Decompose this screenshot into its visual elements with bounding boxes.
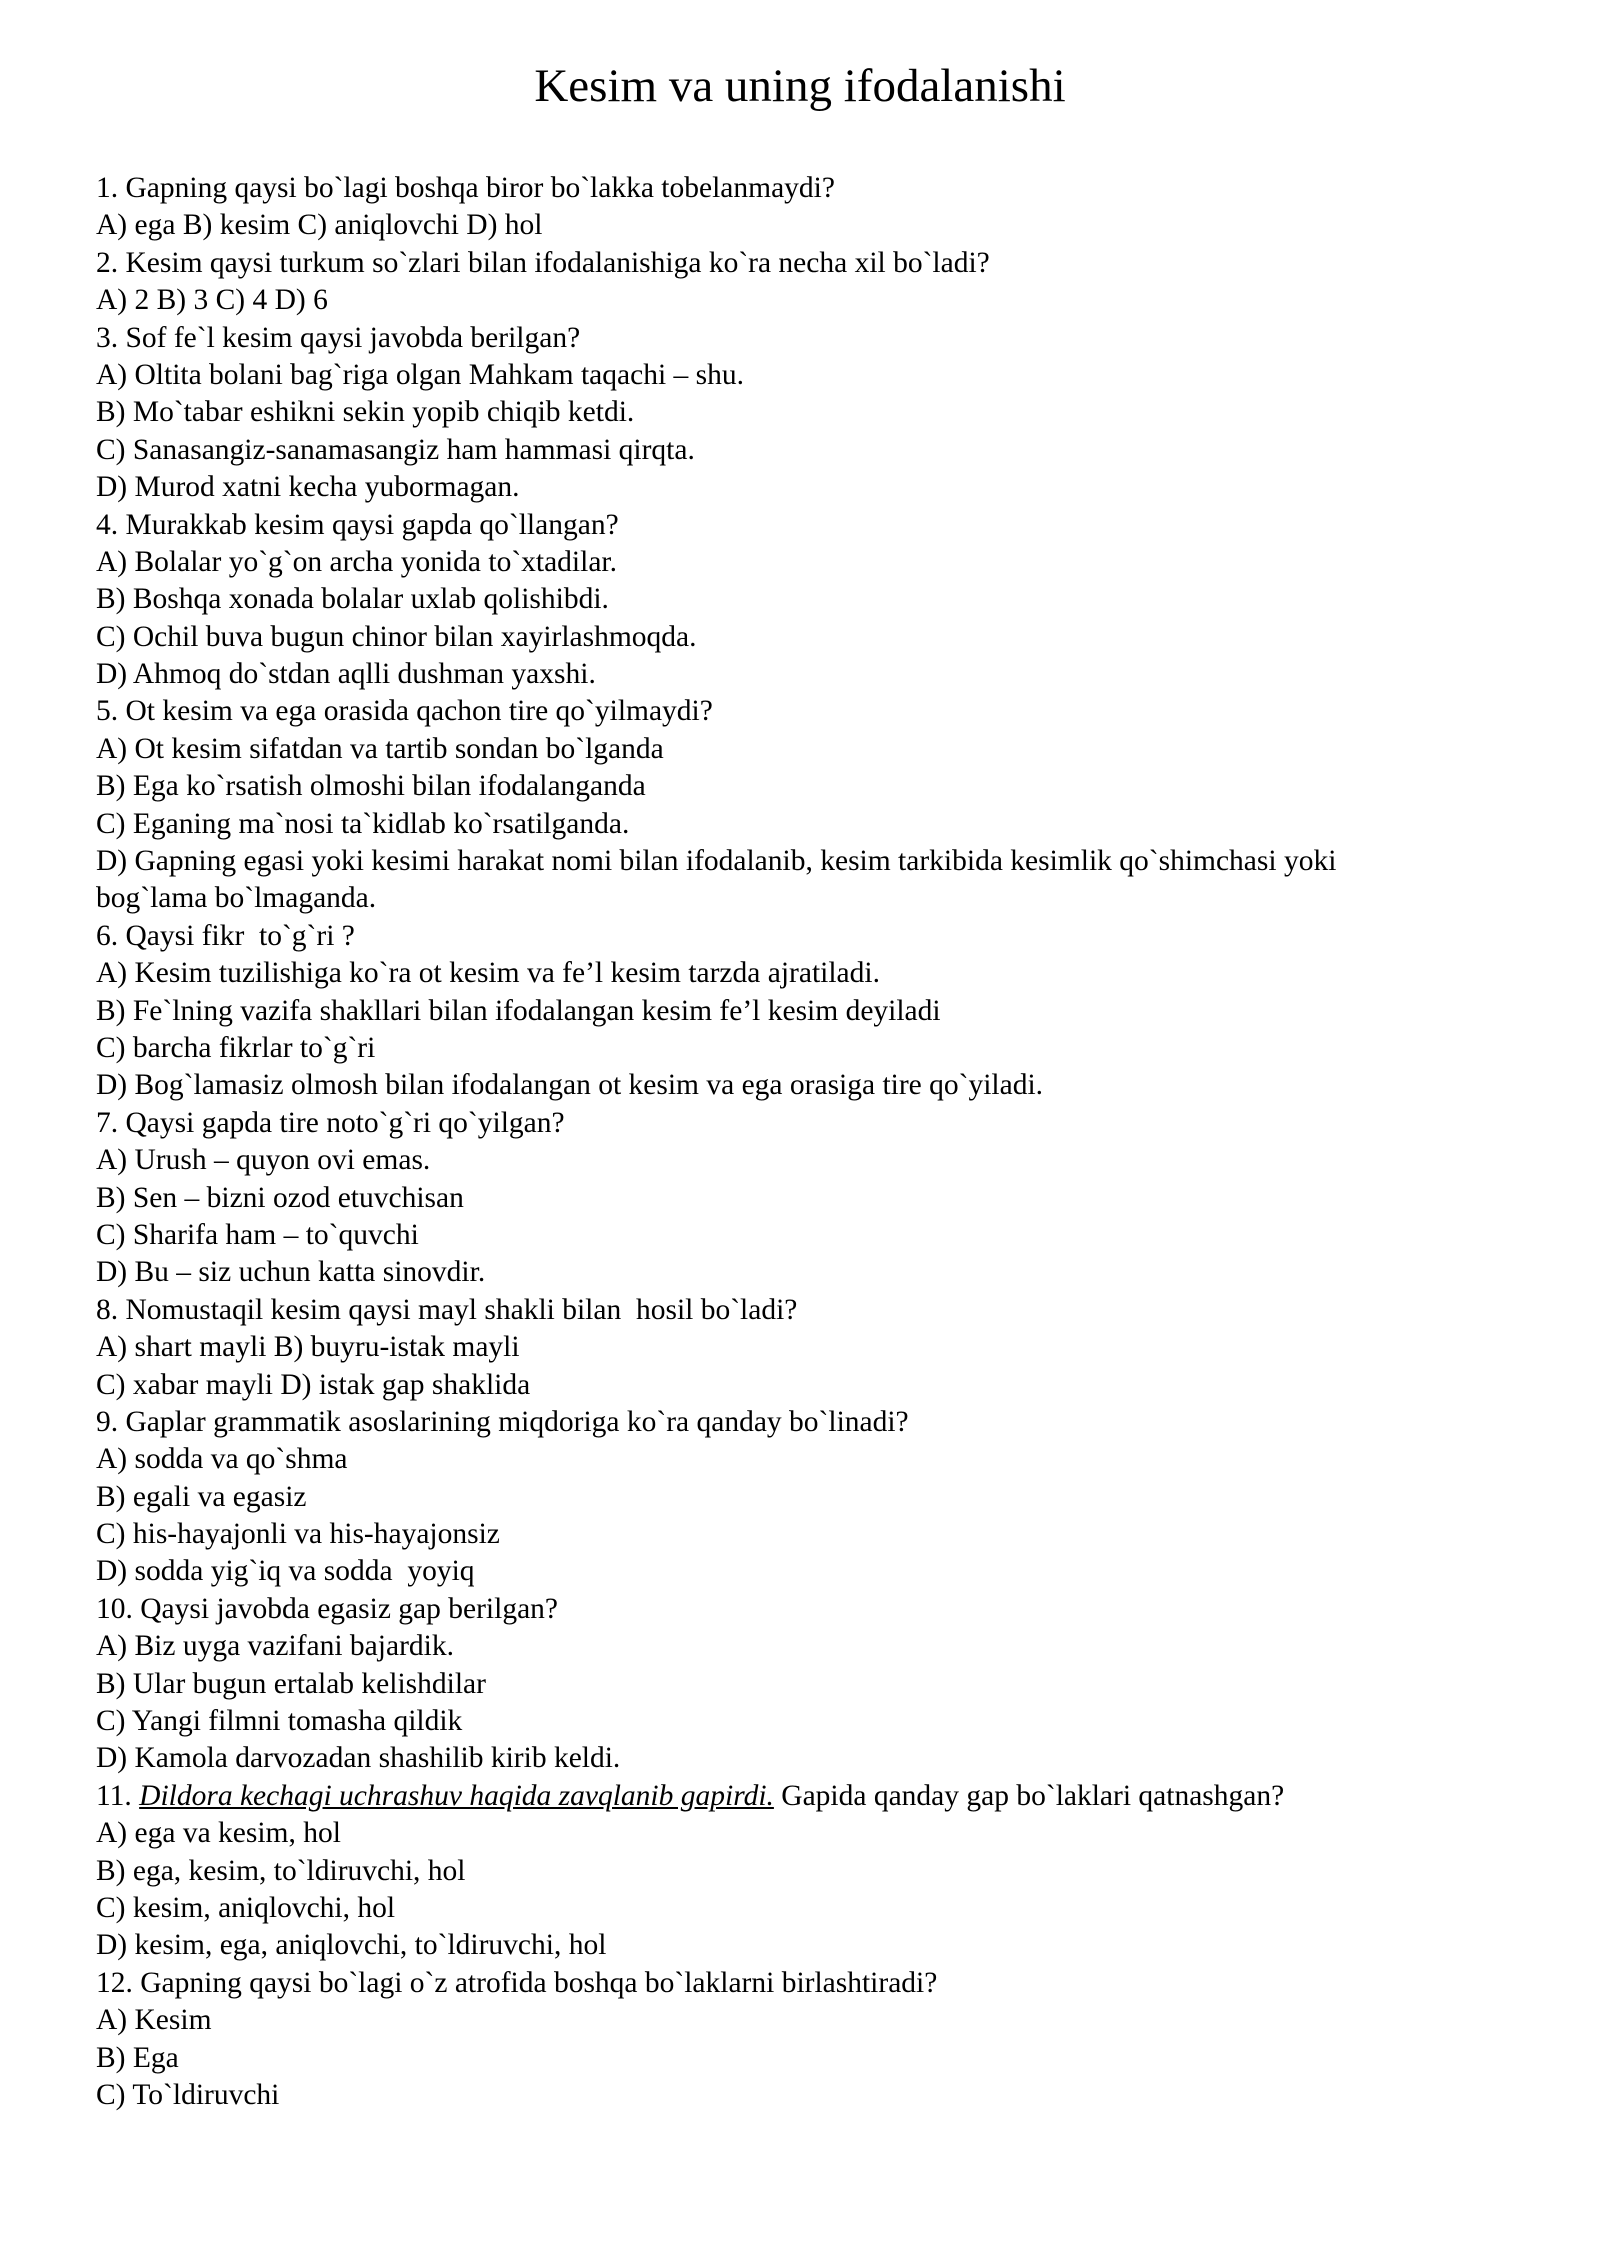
- answer-option: B) Ega ko`rsatish olmoshi bilan ifodalanganda: [96, 770, 646, 803]
- answer-option: B) Fe`lning vazifa shakllari bilan ifodalangan kesim fe’l kesim deyiladi: [96, 994, 941, 1027]
- question-8: 8. Nomustaqil kesim qaysi mayl shakli bilan hosil bo`ladi?: [96, 1293, 798, 1326]
- answer-option: B) Mo`tabar eshikni sekin yopib chiqib ketdi.: [96, 396, 635, 429]
- question-9: 9. Gaplar grammatik asoslarining miqdoriga ko`ra qanday bo`linadi?: [96, 1405, 909, 1438]
- question-3: 3. Sof fe`l kesim qaysi javobda berilgan?: [96, 321, 581, 354]
- answer-option: C) Sanasangiz-sanamasangiz ham hammasi qirqta.: [96, 433, 695, 466]
- answer-option: A) Kesim tuzilishiga ko`ra ot kesim va fe’l kesim tarzda ajratiladi.: [96, 957, 880, 990]
- answer-option: D) Murod xatni kecha yubormagan.: [96, 471, 520, 504]
- answer-option: A) Urush – quyon ovi emas.: [96, 1144, 431, 1177]
- page-title: Kesim va uning ifodalanishi: [534, 60, 1066, 112]
- answer-option: A) ega va kesim, hol: [96, 1817, 341, 1850]
- question-1: 1. Gapning qaysi bo`lagi boshqa biror bo`lakka tobelanmaydi?: [96, 172, 835, 204]
- question-list: [96, 170, 1506, 2114]
- answer-option: B) Ega: [96, 2041, 179, 2074]
- answer-option: A) Bolalar yo`g`on archa yonida to`xtadilar.: [96, 545, 617, 578]
- question-number: 11.: [96, 1779, 140, 1812]
- answer-option: C) Ochil buva bugun chinor bilan xayirlashmoqda.: [96, 620, 697, 653]
- answer-option: D) Kamola darvozadan shashilib kirib keldi.: [96, 1742, 621, 1775]
- question-10: 10. Qaysi javobda egasiz gap berilgan?: [96, 1592, 559, 1625]
- question-4: 4. Murakkab kesim qaysi gapda qo`llangan?: [96, 508, 619, 541]
- answer-option: D) Ahmoq do`stdan aqlli dushman yaxshi.: [96, 658, 596, 691]
- question-6: 6. Qaysi fikr to`g`ri ?: [96, 919, 355, 952]
- answer-option: B) Boshqa xonada bolalar uxlab qolishibdi.: [96, 583, 609, 616]
- question-text: Gapida qanday gap bo`laklari qatnashgan?: [773, 1779, 1285, 1812]
- answer-option: A) Oltita bolani bag`riga olgan Mahkam taqachi – shu.: [96, 358, 745, 391]
- answer-option: B) egali va egasiz: [96, 1480, 307, 1513]
- answer-option-continued: bog`lama bo`lmaganda.: [96, 882, 377, 915]
- answer-option: C) kesim, aniqlovchi, hol: [96, 1891, 396, 1924]
- question-7: 7. Qaysi gapda tire noto`g`ri qo`yilgan?: [96, 1106, 565, 1139]
- question-12: 12. Gapning qaysi bo`lagi o`z atrofida boshqa bo`laklarni birlashtiradi?: [96, 1966, 938, 1999]
- answer-option: A) shart mayli B) buyru-istak mayli: [96, 1331, 520, 1364]
- answer-option: C) Yangi filmni tomasha qildik: [96, 1705, 463, 1738]
- answer-option: D) sodda yig`iq va sodda yoyiq: [96, 1555, 475, 1588]
- answer-options-1: A) ega B) kesim C) aniqlovchi D) hol: [96, 209, 543, 242]
- answer-options-2: A) 2 B) 3 C) 4 D) 6: [96, 284, 328, 317]
- answer-option: D) kesim, ega, aniqlovchi, to`ldiruvchi, hol: [96, 1929, 607, 1962]
- underlined-sentence: Dildora kechagi uchrashuv haqida zavqlanib gapirdi.: [139, 1779, 774, 1812]
- answer-option: C) barcha fikrlar to`g`ri: [96, 1031, 376, 1064]
- answer-option: D) Bog`lamasiz olmosh bilan ifodalangan ot kesim va ega orasiga tire qo`yiladi.: [96, 1069, 1044, 1102]
- answer-option: B) Ular bugun ertalab kelishdilar: [96, 1667, 486, 1700]
- answer-option: C) To`ldiruvchi: [96, 2078, 280, 2111]
- answer-option: D) Gapning egasi yoki kesimi harakat nomi bilan ifodalanib, kesim tarkibida kesimlik qo`shimchasi yoki: [96, 845, 1337, 878]
- answer-option: D) Bu – siz uchun katta sinovdir.: [96, 1256, 486, 1289]
- question-11: [96, 1778, 1506, 1815]
- answer-option: A) Biz uyga vazifani bajardik.: [96, 1630, 454, 1663]
- answer-option: C) xabar mayli D) istak gap shaklida: [96, 1368, 531, 1401]
- question-2: 2. Kesim qaysi turkum so`zlari bilan ifodalanishiga ko`ra necha xil bo`ladi?: [96, 246, 990, 279]
- answer-option: C) Sharifa ham – to`quvchi: [96, 1218, 419, 1251]
- answer-option: C) his-hayajonli va his-hayajonsiz: [96, 1518, 500, 1551]
- answer-option: A) Kesim: [96, 2004, 212, 2037]
- answer-option: C) Eganing ma`nosi ta`kidlab ko`rsatilganda.: [96, 807, 630, 840]
- answer-option: B) ega, kesim, to`ldiruvchi, hol: [96, 1854, 466, 1887]
- question-5: 5. Ot kesim va ega orasida qachon tire qo`yilmaydi?: [96, 695, 713, 728]
- answer-option: B) Sen – bizni ozod etuvchisan: [96, 1181, 464, 1214]
- answer-option: A) sodda va qo`shma: [96, 1443, 348, 1476]
- answer-option: A) Ot kesim sifatdan va tartib sondan bo`lganda: [96, 732, 664, 765]
